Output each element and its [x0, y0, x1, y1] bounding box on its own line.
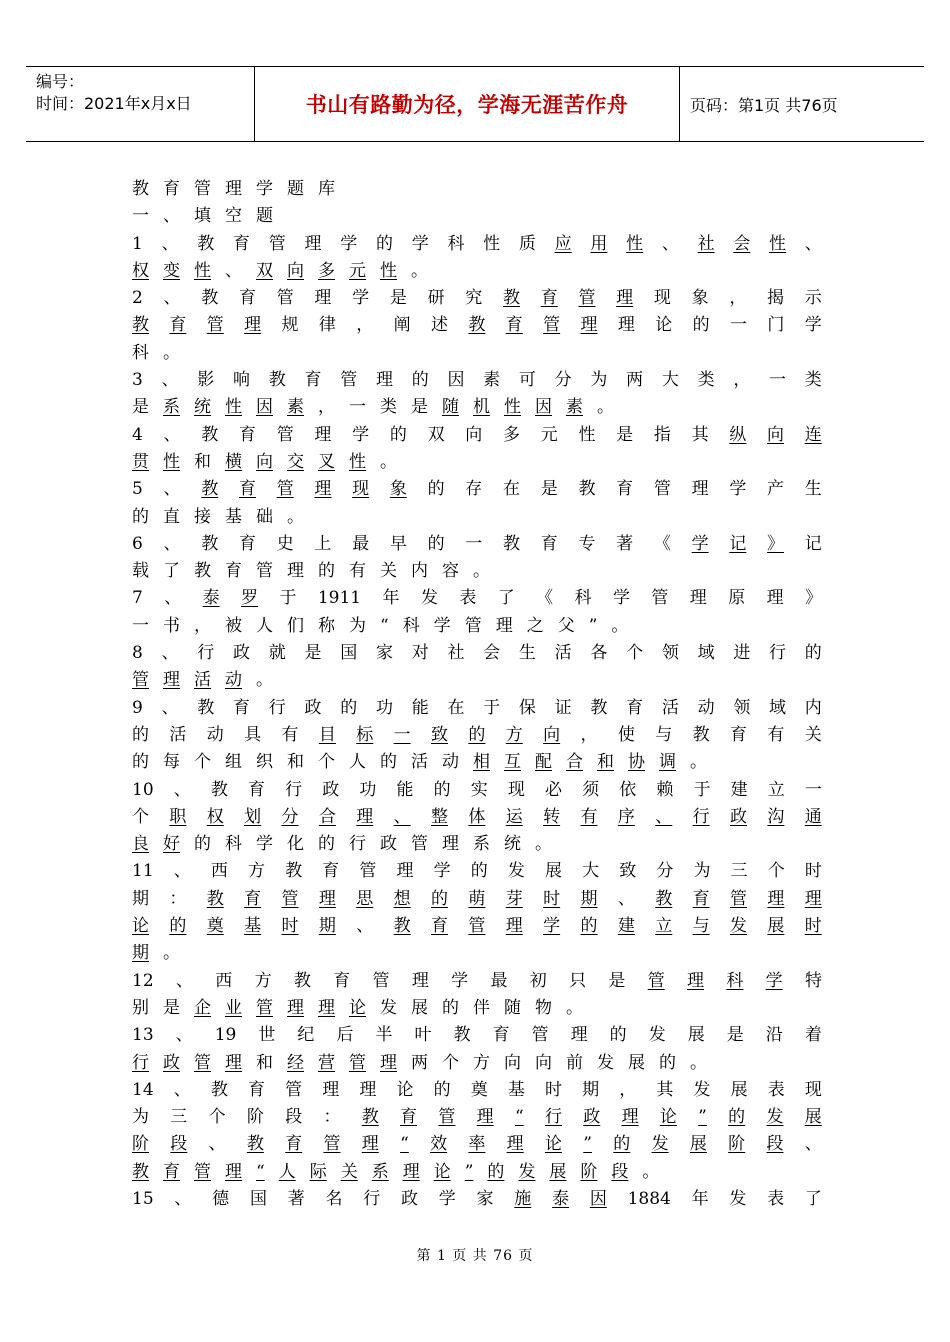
- text-line: 期 。: [132, 943, 180, 964]
- document-number-label: 编号：: [36, 72, 85, 91]
- document-time-label: 时间：2021年x月x日: [36, 94, 192, 113]
- text-line: 10 、 教 育 行 政 功 能 的 实 现 必 须 依 赖 于 建 立 一: [132, 779, 822, 800]
- text-line: 5 、 教 育 管 理 现 象 的 存 在 是 教 育 管 理 学 产 生: [132, 479, 822, 500]
- text-line: 6 、 教 育 史 上 最 早 的 一 教 育 专 著 《 学 记 》 记: [132, 533, 822, 554]
- document-body: [132, 174, 822, 1211]
- text-line: 14 、 教 育 管 理 理 论 的 奠 基 时 期 ， 其 发 展 表 现: [132, 1079, 822, 1100]
- text-line: 3 、 影 响 教 育 管 理 的 因 素 可 分 为 两 大 类 ， 一 类: [132, 370, 822, 391]
- text-line: 阶 段 、 教 育 管 理 “ 效 率 理 论 ” 的 发 展 阶 段 、: [132, 1134, 822, 1155]
- text-line: 15 、 德 国 著 名 行 政 学 家 施 泰 因 1884 年 发 表 了: [132, 1188, 822, 1209]
- text-line: 13 、 19 世 纪 后 半 叶 教 育 管 理 的 发 展 是 沿 着: [132, 1025, 822, 1046]
- text-line: 7 、 泰 罗 于 1911 年 发 表 了 《 科 学 管 理 原 理 》: [132, 588, 822, 609]
- text-line: 为 三 个 阶 段 ： 教 育 管 理 “ 行 政 理 论 ” 的 发 展: [132, 1107, 822, 1128]
- text-line: 载 了 教 育 管 理 的 有 关 内 容 。: [132, 561, 490, 582]
- text-line: 的 每 个 组 织 和 个 人 的 活 动 相 互 配 合 和 协 调 。: [132, 752, 707, 773]
- text-line: 科 。: [132, 342, 180, 363]
- text-line: 教 育 管 理 学 题 库: [132, 179, 335, 199]
- text-line: 一 书 ， 被 人 们 称 为 “ 科 学 管 理 之 父 ” 。: [132, 615, 629, 636]
- text-line: 教 育 管 理 “ 人 际 关 系 理 论 ” 的 发 展 阶 段 。: [132, 1161, 660, 1182]
- header-meta: [26, 67, 255, 141]
- text-line: 11 、 西 方 教 育 管 理 学 的 发 展 大 致 分 为 三 个 时: [132, 861, 822, 882]
- text-line: 的 活 动 具 有 目 标 一 致 的 方 向 ， 使 与 教 育 有 关: [132, 724, 822, 745]
- text-line: 个 职 权 划 分 合 理 、 整 体 运 转 有 序 、 行 政 沟 通: [132, 806, 822, 827]
- text-line: 管 理 活 动 。: [132, 670, 273, 691]
- page-footer: 第 1 页 共 76 页: [416, 1248, 534, 1264]
- text-line: 是 系 统 性 因 素 ， 一 类 是 随 机 性 因 素 。: [132, 397, 614, 418]
- text-line: 论 的 奠 基 时 期 、 教 育 管 理 学 的 建 立 与 发 展 时: [132, 916, 822, 937]
- text-line: 良 好 的 科 学 化 的 行 政 管 理 系 统 。: [132, 834, 552, 855]
- text-line: 8 、 行 政 就 是 国 家 对 社 会 生 活 各 个 领 域 进 行 的: [132, 643, 822, 664]
- text-line: 2 、 教 育 管 理 学 是 研 究 教 育 管 理 现 象 ， 揭 示: [132, 288, 822, 309]
- header-page-info: 页码：第1页 共76页: [690, 95, 838, 115]
- text-line: 教 育 管 理 规 律 ， 阐 述 教 育 管 理 理 论 的 一 门 学: [132, 315, 822, 336]
- text-line: 期 ： 教 育 管 理 思 想 的 萌 芽 时 期 、 教 育 管 理 理: [132, 888, 822, 909]
- text-line: 一 、 填 空 题: [132, 206, 273, 227]
- header-motto: 书山有路勤为径，学海无涯苦作舟: [255, 67, 680, 141]
- text-line: 别 是 企 业 管 理 理 论 发 展 的 伴 随 物 。: [132, 997, 583, 1018]
- text-line: 9 、 教 育 行 政 的 功 能 在 于 保 证 教 育 活 动 领 域 内: [132, 697, 822, 718]
- text-line: 1 、 教 育 管 理 学 的 学 科 性 质 应 用 性 、 社 会 性 、: [132, 233, 822, 254]
- text-line: 4 、 教 育 管 理 学 的 双 向 多 元 性 是 指 其 纵 向 连: [132, 424, 822, 445]
- text-line: 的 直 接 基 础 。: [132, 506, 304, 527]
- header-table: [26, 66, 924, 142]
- text-line: 权 变 性 、 双 向 多 元 性 。: [132, 260, 428, 281]
- text-line: 12 、 西 方 教 育 管 理 学 最 初 只 是 管 理 科 学 特: [132, 970, 822, 991]
- text-line: 行 政 管 理 和 经 营 管 理 两 个 方 向 向 前 发 展 的 。: [132, 1052, 707, 1073]
- text-line: 贯 性 和 横 向 交 叉 性 。: [132, 451, 397, 472]
